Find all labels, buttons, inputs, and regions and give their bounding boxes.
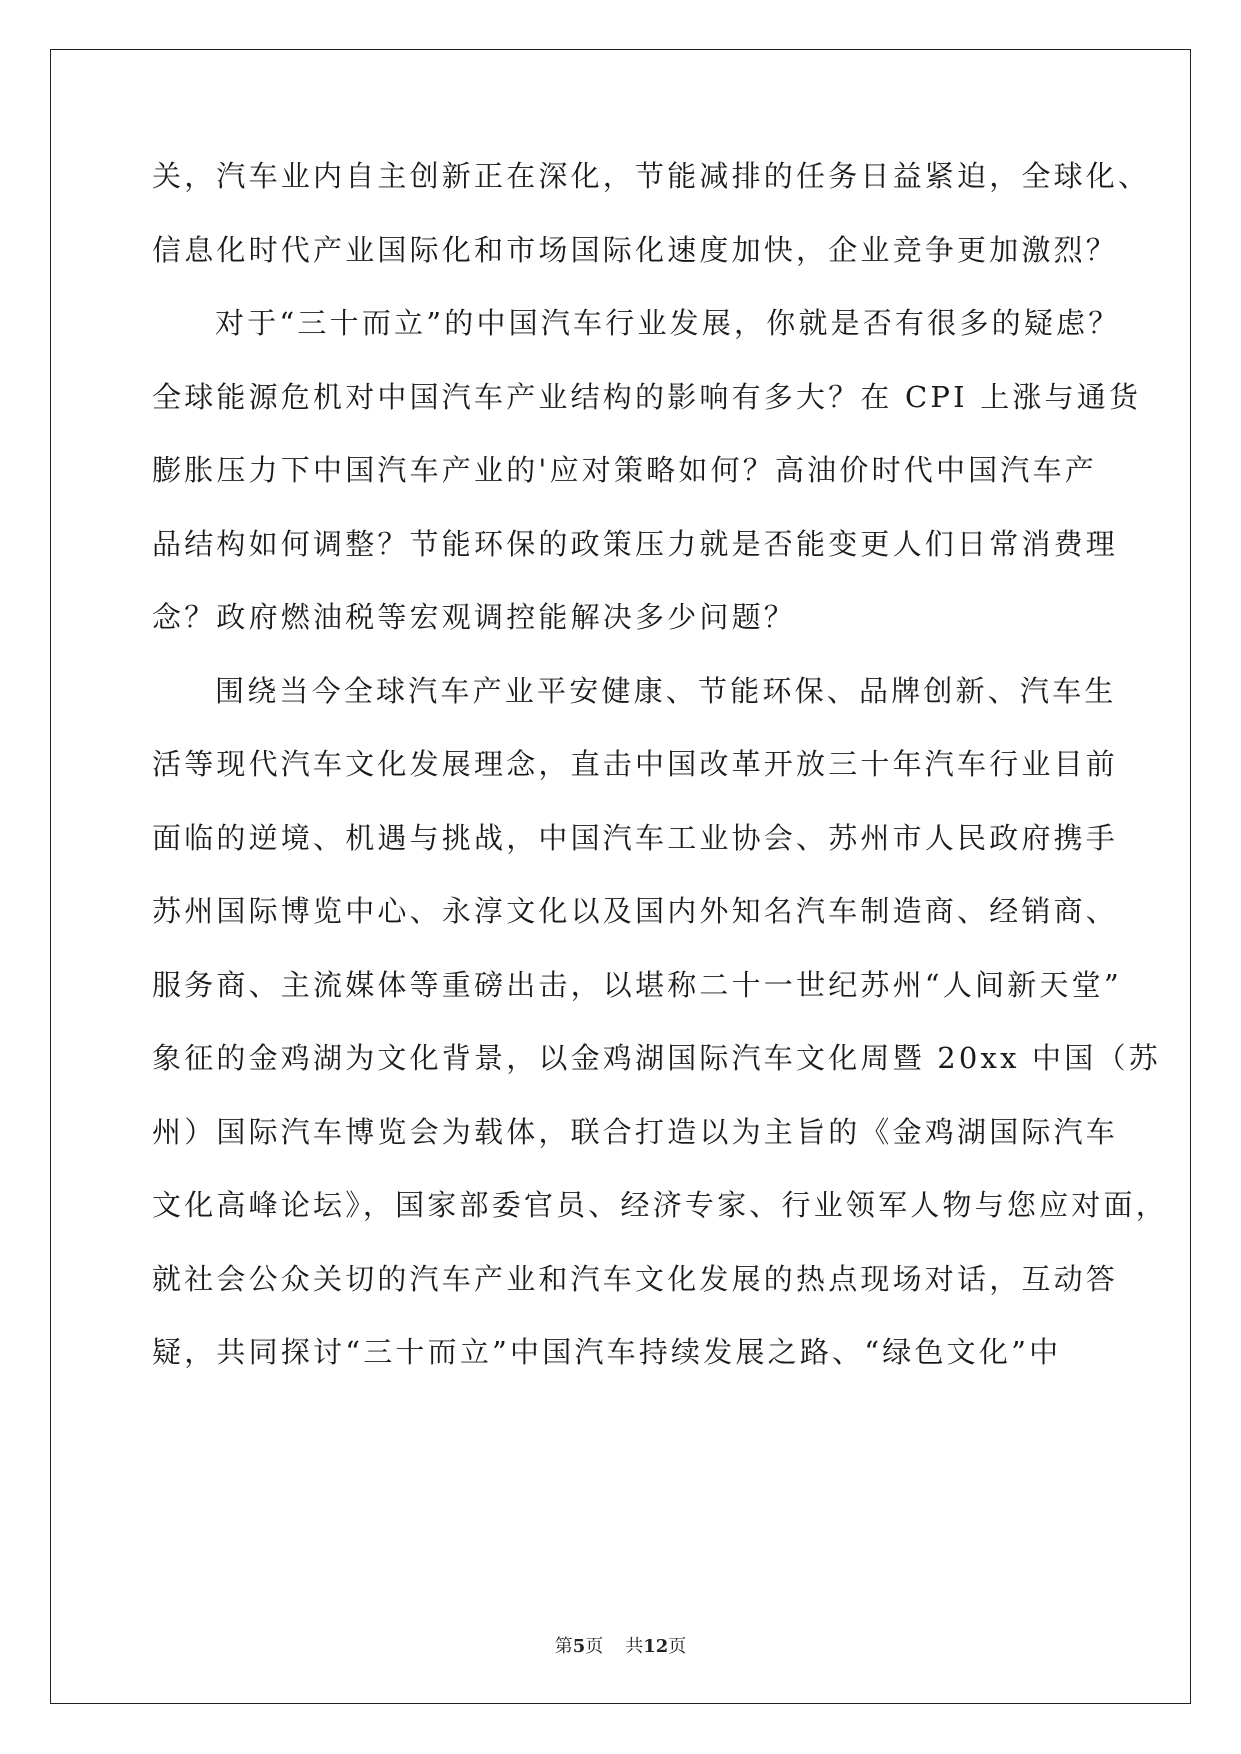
- text-line: 膨胀压力下中国汽车产业的'应对策略如何？高油价时代中国汽车产: [152, 453, 1097, 487]
- page-number: 第5页: [554, 1636, 604, 1657]
- text-line: 服务商、主流媒体等重磅出击，以堪称二十一世纪苏州“人间新天堂”: [152, 967, 1122, 1002]
- text-line: 品结构如何调整？节能环保的政策压力就是否能变更人们日常消费理: [152, 526, 1119, 561]
- text-line: 信息化时代产业国际化和市场国际化速度加快，企业竞争更加激烈？: [152, 232, 1119, 267]
- text-line: 文化高峰论坛》，国家部委官员、经济专家、行业领军人物与您应对面，: [152, 1188, 1168, 1222]
- total-pages: 共12页: [625, 1636, 687, 1657]
- text-line: 关，汽车业内自主创新正在深化，节能减排的任务日益紧迫，全球化、: [152, 159, 1151, 193]
- text-line: 念？政府燃油税等宏观调控能解决多少问题？: [152, 600, 797, 634]
- document-body: [152, 158, 1168, 1408]
- text-line: 疑，共同探讨“三十而立”中国汽车持续发展之路、“绿色文化”中: [152, 1335, 1062, 1369]
- paragraph-start-line: 围绕当今全球汽车产业平安健康、节能环保、品牌创新、汽车生: [215, 673, 1117, 708]
- text-line: 活等现代汽车文化发展理念，直击中国改革开放三十年汽车行业目前: [152, 747, 1119, 781]
- text-line: 面临的逆境、机遇与挑战，中国汽车工业协会、苏州市人民政府携手: [152, 820, 1119, 855]
- text-line: 就社会公众关切的汽车产业和汽车文化发展的热点现场对话，互动答: [152, 1261, 1119, 1296]
- text-line: 全球能源危机对中国汽车产业结构的影响有多大？在 CPI 上涨与通货: [152, 379, 1142, 414]
- text-line: 州）国际汽车博览会为载体，联合打造以为主旨的《金鸡湖国际汽车: [152, 1114, 1119, 1149]
- text-line: 象征的金鸡湖为文化背景，以金鸡湖国际汽车文化周暨 20xx 中国（苏: [152, 1041, 1161, 1075]
- page-footer: [0, 1635, 1241, 1659]
- text-line: 苏州国际博览中心、永淳文化以及国内外知名汽车制造商、经销商、: [152, 894, 1119, 928]
- paragraph-start-line: 对于“三十而立”的中国汽车行业发展，你就是否有很多的疑虑？: [215, 306, 1121, 340]
